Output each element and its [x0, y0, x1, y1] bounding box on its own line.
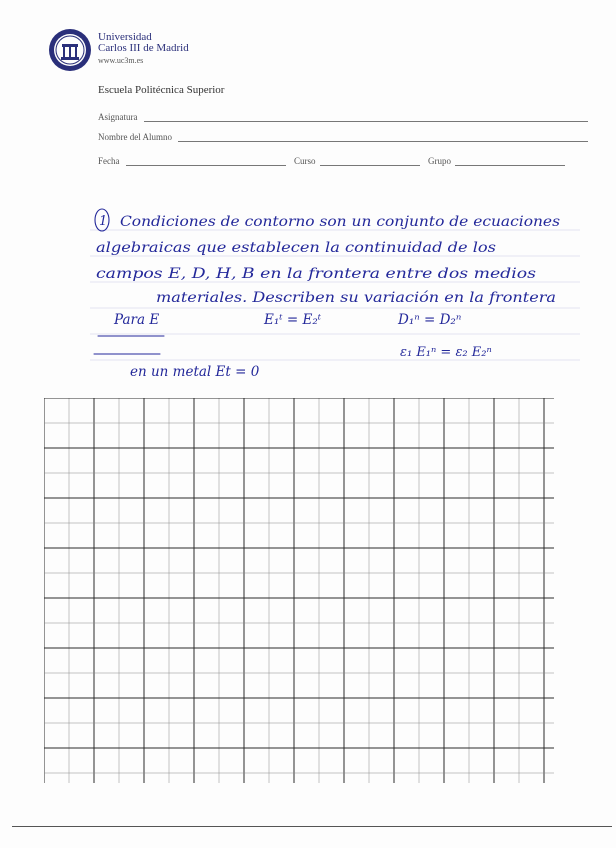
date-rule	[126, 157, 286, 166]
question-number: 1	[99, 214, 108, 229]
student-rule	[178, 133, 588, 142]
university-line2: Carlos III de Madrid	[98, 42, 189, 54]
answer-line-5b: E₁ᵗ = E₂ᵗ	[264, 312, 322, 328]
graph-paper-grid	[44, 398, 554, 783]
answer-line-6: ε₁ E₁ⁿ = ε₂ E₂ⁿ	[400, 345, 492, 360]
answer-line-5a: Para E	[114, 312, 160, 328]
student-label: Nombre del Alumno	[98, 132, 172, 142]
group-label: Grupo	[428, 156, 452, 166]
group-rule	[455, 157, 565, 166]
course-label: Curso	[294, 156, 316, 166]
subject-label: Asignatura	[98, 112, 138, 122]
page-bottom-rule	[12, 826, 612, 827]
subject-field	[98, 112, 588, 122]
university-seal-icon	[48, 28, 92, 72]
answer-line-7: en un metal Et = 0	[130, 364, 260, 380]
answer-line-1: Condiciones de contorno son un conjunto de ecuaciones	[120, 214, 561, 230]
student-field	[98, 132, 588, 142]
university-website: www.uc3m.es	[98, 56, 144, 65]
handwritten-answer	[90, 196, 598, 396]
answer-line-4: materiales. Describen su variación en la frontera	[156, 290, 556, 306]
university-line1: Universidad	[98, 31, 152, 43]
answer-line-3: campos E, D, H, B en la frontera entre dos medios	[96, 266, 537, 282]
date-course-group-field	[98, 156, 565, 166]
course-rule	[320, 157, 420, 166]
university-header	[48, 28, 248, 78]
answer-line-2: algebraicas que establecen la continuidad de los	[96, 240, 497, 256]
subject-rule	[144, 113, 588, 122]
school-name: Escuela Politécnica Superior	[98, 84, 225, 96]
answer-line-5c: D₁ⁿ = D₂ⁿ	[398, 312, 462, 328]
date-label: Fecha	[98, 156, 120, 166]
university-name	[98, 32, 189, 66]
